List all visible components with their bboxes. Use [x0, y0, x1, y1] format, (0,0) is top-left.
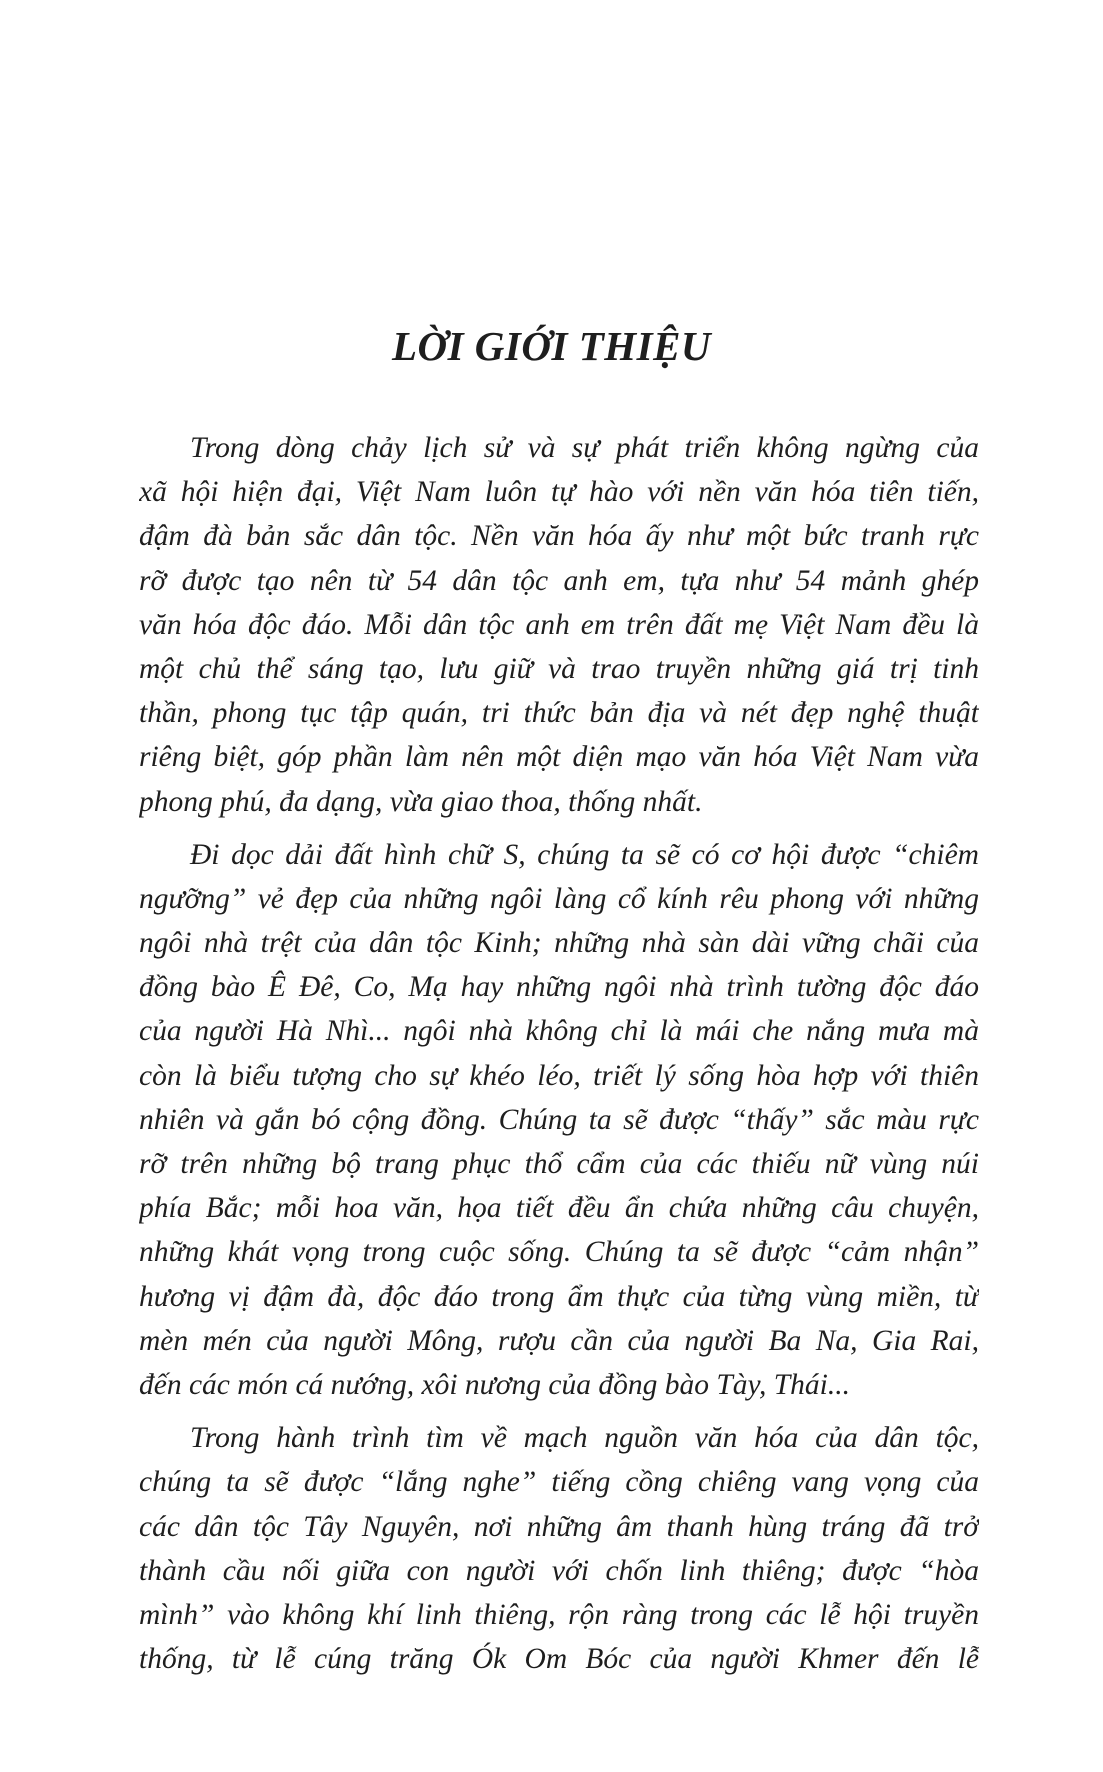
page-title: LỜI GIỚI THIỆU	[391, 323, 712, 369]
text-line: Đi dọc dải đất hình chữ S, chúng ta sẽ có cơ hội được “chiêm	[190, 838, 979, 871]
text-line: của người Hà Nhì... ngôi nhà không chỉ là mái che nắng mưa mà	[139, 1015, 979, 1048]
text-line: các dân tộc Tây Nguyên, nơi những âm thanh hùng tráng đã trở	[139, 1510, 979, 1543]
text-line: hương vị đậm đà, độc đáo trong ẩm thực của từng vùng miền, từ	[139, 1280, 979, 1313]
text-line: nhiên và gắn bó cộng đồng. Chúng ta sẽ được “thấy” sắc màu rực	[139, 1103, 979, 1136]
text-line: Trong dòng chảy lịch sử và sự phát triển không ngừng của	[190, 432, 979, 464]
text-line: riêng biệt, góp phần làm nên một diện mạo văn hóa Việt Nam vừa	[139, 741, 979, 774]
paragraph	[139, 1416, 979, 1681]
text-line: một chủ thể sáng tạo, lưu giữ và trao truyền những giá trị tinh	[139, 652, 979, 685]
text-line: ngôi nhà trệt của dân tộc Kinh; những nhà sàn dài vững chãi của	[139, 927, 979, 960]
text-line: còn là biểu tượng cho sự khéo léo, triết lý sống hòa hợp với thiên	[139, 1059, 979, 1092]
text-line: rỡ trên những bộ trang phục thổ cẩm của các thiếu nữ vùng núi	[139, 1148, 979, 1180]
text-line: đến các món cá nướng, xôi nương của đồng bào Tày, Thái...	[139, 1368, 850, 1401]
text-line: Trong hành trình tìm về mạch nguồn văn hóa của dân tộc,	[190, 1422, 979, 1455]
text-line: thành cầu nối giữa con người với chốn linh thiêng; được “hòa	[139, 1554, 979, 1587]
text-line: thống, từ lễ cúng trăng Ók Om Bóc của người Khmer đến lễ	[139, 1643, 979, 1676]
text-line: đậm đà bản sắc dân tộc. Nền văn hóa ấy như một bức tranh rực	[139, 520, 979, 553]
text-line: ngưỡng” vẻ đẹp của những ngôi làng cổ kính rêu phong với những	[139, 882, 979, 915]
text-line: rỡ được tạo nên từ 54 dân tộc anh em, tựa như 54 mảnh ghép	[139, 564, 979, 597]
text-line: mèn mén của người Mông, rượu cần của người Ba Na, Gia Rai,	[139, 1324, 979, 1357]
text-line: xã hội hiện đại, Việt Nam luôn tự hào với nền văn hóa tiên tiến,	[139, 476, 979, 509]
text-line: mình” vào không khí linh thiêng, rộn ràng trong các lễ hội truyền	[139, 1598, 979, 1631]
text-line: phong phú, đa dạng, vừa giao thoa, thống nhất.	[139, 785, 703, 818]
text-line: những khát vọng trong cuộc sống. Chúng ta sẽ được “cảm nhận”	[139, 1236, 979, 1269]
text-line: chúng ta sẽ được “lắng nghe” tiếng cồng chiêng vang vọng của	[139, 1466, 979, 1499]
body-text	[139, 426, 979, 1690]
text-line: đồng bào Ê Đê, Co, Mạ hay những ngôi nhà trình tường độc đáo	[139, 971, 979, 1004]
paragraph	[139, 833, 979, 1407]
paragraph	[139, 426, 979, 824]
text-line: phía Bắc; mỗi hoa văn, họa tiết đều ẩn chứa những câu chuyện,	[139, 1192, 979, 1225]
text-line: văn hóa độc đáo. Mỗi dân tộc anh em trên đất mẹ Việt Nam đều là	[139, 608, 979, 641]
text-line: thần, phong tục tập quán, tri thức bản địa và nét đẹp nghệ thuật	[139, 697, 979, 730]
